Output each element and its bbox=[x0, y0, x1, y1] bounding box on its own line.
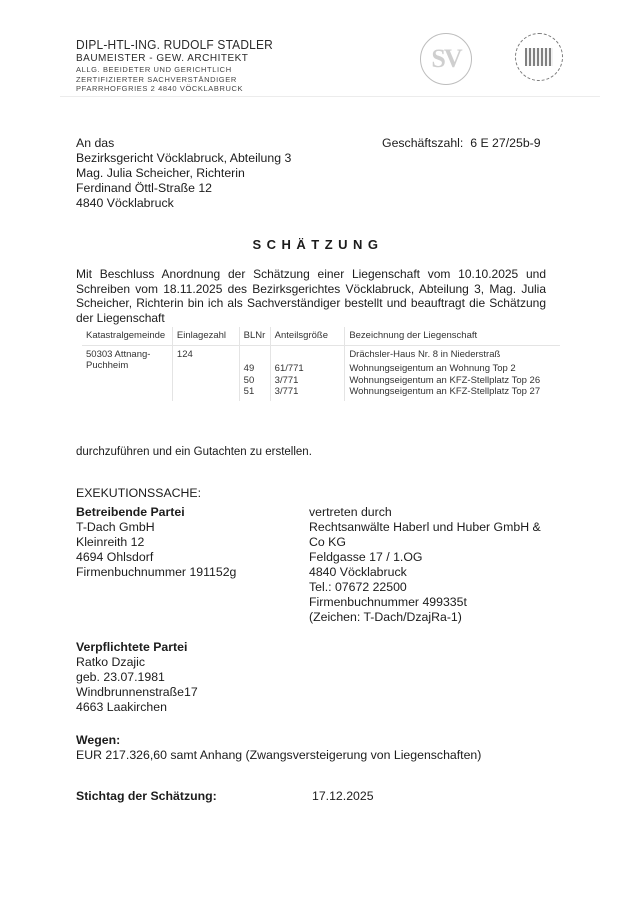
letterhead-address: PFARRHOFGRIES 2 4840 VÖCKLABRUCK bbox=[76, 84, 244, 93]
cell-blnr: 51 bbox=[239, 386, 270, 401]
recipient-address bbox=[76, 136, 291, 211]
document-title: SCHÄTZUNG bbox=[252, 237, 384, 252]
recipient-line: An das bbox=[76, 136, 115, 150]
cell-blnr: 50 bbox=[239, 375, 270, 387]
debtor-line: Ratko Dzajic bbox=[76, 655, 146, 669]
representative-line: vertreten durch bbox=[309, 505, 392, 519]
case-number-label: Geschäftszahl: bbox=[382, 136, 464, 150]
case-number-value: 6 E 27/25b-9 bbox=[470, 136, 541, 150]
table-row bbox=[82, 345, 560, 363]
stichtag-value: 17.12.2025 bbox=[312, 789, 374, 803]
property-table bbox=[82, 327, 560, 401]
col-anteil: Anteilsgröße bbox=[270, 327, 345, 345]
creditor-line: 4694 Ohlsdorf bbox=[76, 550, 154, 564]
col-einlagezahl: Einlagezahl bbox=[172, 327, 239, 345]
letterhead-line3: ALLG. BEEIDETER UND GERICHTLICH bbox=[76, 65, 232, 74]
creditor-label: Betreibende Partei bbox=[76, 505, 185, 519]
cell-desc: Wohnungseigentum an Wohnung Top 2 bbox=[349, 363, 516, 374]
cell-desc: Wohnungseigentum an KFZ-Stellplatz Top 27 bbox=[349, 386, 541, 397]
sv-seal-text: SV bbox=[431, 44, 461, 73]
debtor-line: 4663 Laakirchen bbox=[76, 700, 167, 714]
col-bezeichnung: Bezeichnung der Liegenschaft bbox=[345, 327, 560, 345]
recipient-line: Ferdinand Öttl-Straße 12 bbox=[76, 181, 213, 195]
cell-katastralgemeinde: 50303 Attnang-Puchheim bbox=[82, 345, 172, 401]
creditor-line: T-Dach GmbH bbox=[76, 520, 155, 534]
letterhead-divider bbox=[60, 96, 600, 97]
recipient-line: Mag. Julia Scheicher, Richterin bbox=[76, 166, 245, 180]
cell-desc: Wohnungseigentum an KFZ-Stellplatz Top 26 bbox=[349, 374, 541, 386]
debtor-line: geb. 23.07.1981 bbox=[76, 670, 165, 684]
creditor-line: Firmenbuchnummer 191152g bbox=[76, 565, 237, 579]
cell-anteil: 3/771 bbox=[270, 386, 345, 401]
representative-line: (Zeichen: T-Dach/DzajRa-1) bbox=[309, 610, 462, 624]
creditor-line: Kleinreith 12 bbox=[76, 535, 145, 549]
case-number bbox=[382, 136, 541, 151]
cell-einlagezahl: 124 bbox=[172, 345, 239, 401]
col-blnr: BLNr bbox=[239, 327, 270, 345]
representative-line: 4840 Vöcklabruck bbox=[309, 565, 407, 579]
sv-seal-icon bbox=[420, 33, 472, 85]
debtor-label: Verpflichtete Partei bbox=[76, 640, 188, 654]
cell-anteil: 3/771 bbox=[270, 375, 345, 387]
representative-line: Rechtsanwälte Haberl und Huber GmbH & bbox=[309, 520, 541, 534]
table-header-row bbox=[82, 327, 560, 345]
creditor-block bbox=[76, 505, 236, 580]
after-table-text: durchzuführen und ein Gutachten zu erstellen. bbox=[76, 446, 312, 458]
execution-heading: EXEKUTIONSSACHE: bbox=[76, 486, 202, 500]
stamp-pattern bbox=[525, 48, 553, 66]
representative-line: Feldgasse 17 / 1.OG bbox=[309, 550, 423, 564]
cell-main-desc: Drächsler-Haus Nr. 8 in Niederstraß bbox=[349, 348, 501, 360]
debtor-block bbox=[76, 640, 198, 715]
recipient-line: 4840 Vöcklabruck bbox=[76, 196, 174, 210]
representative-line: Tel.: 07672 22500 bbox=[309, 580, 407, 594]
representative-line: Co KG bbox=[309, 535, 346, 549]
representative-line: Firmenbuchnummer 499335t bbox=[309, 595, 467, 609]
cell-empty bbox=[239, 345, 270, 363]
cell-anteil: 61/771 bbox=[270, 363, 345, 375]
representative-block bbox=[309, 505, 541, 625]
stichtag-label: Stichtag der Schätzung: bbox=[76, 789, 217, 803]
letterhead bbox=[76, 38, 290, 93]
letterhead-name: DIPL-HTL-ING. RUDOLF STADLER bbox=[76, 37, 273, 52]
intro-paragraph: Mit Beschluss Anordnung der Schätzung einer Liegenschaft vom 10.10.2025 und Schreiben vom 18.11.2025 des Bezirksgerichtes Vöcklabruck, Abteilung 3, Mag. Julia Scheicher, Richterin bin ich als Sachverständiger bestellt und beauftragt die Schätzung der Liegenschaft bbox=[76, 267, 546, 325]
wegen-block bbox=[76, 733, 481, 763]
letterhead-profession: BAUMEISTER - GEW. ARCHITEKT bbox=[76, 53, 249, 64]
debtor-line: Windbrunnenstraße17 bbox=[76, 685, 198, 699]
cell-empty bbox=[270, 345, 345, 363]
recipient-line: Bezirksgericht Vöcklabruck, Abteilung 3 bbox=[76, 151, 292, 165]
wegen-value: EUR 217.326,60 samt Anhang (Zwangsversteigerung von Liegenschaften) bbox=[76, 748, 482, 762]
wegen-label: Wegen: bbox=[76, 733, 121, 747]
cell-blnr: 49 bbox=[239, 363, 270, 375]
col-katastralgemeinde: Katastralgemeinde bbox=[82, 327, 172, 345]
letterhead-line4: ZERTIFIZIERTER SACHVERSTÄNDIGER bbox=[76, 74, 237, 84]
certification-stamp-icon bbox=[515, 33, 563, 81]
